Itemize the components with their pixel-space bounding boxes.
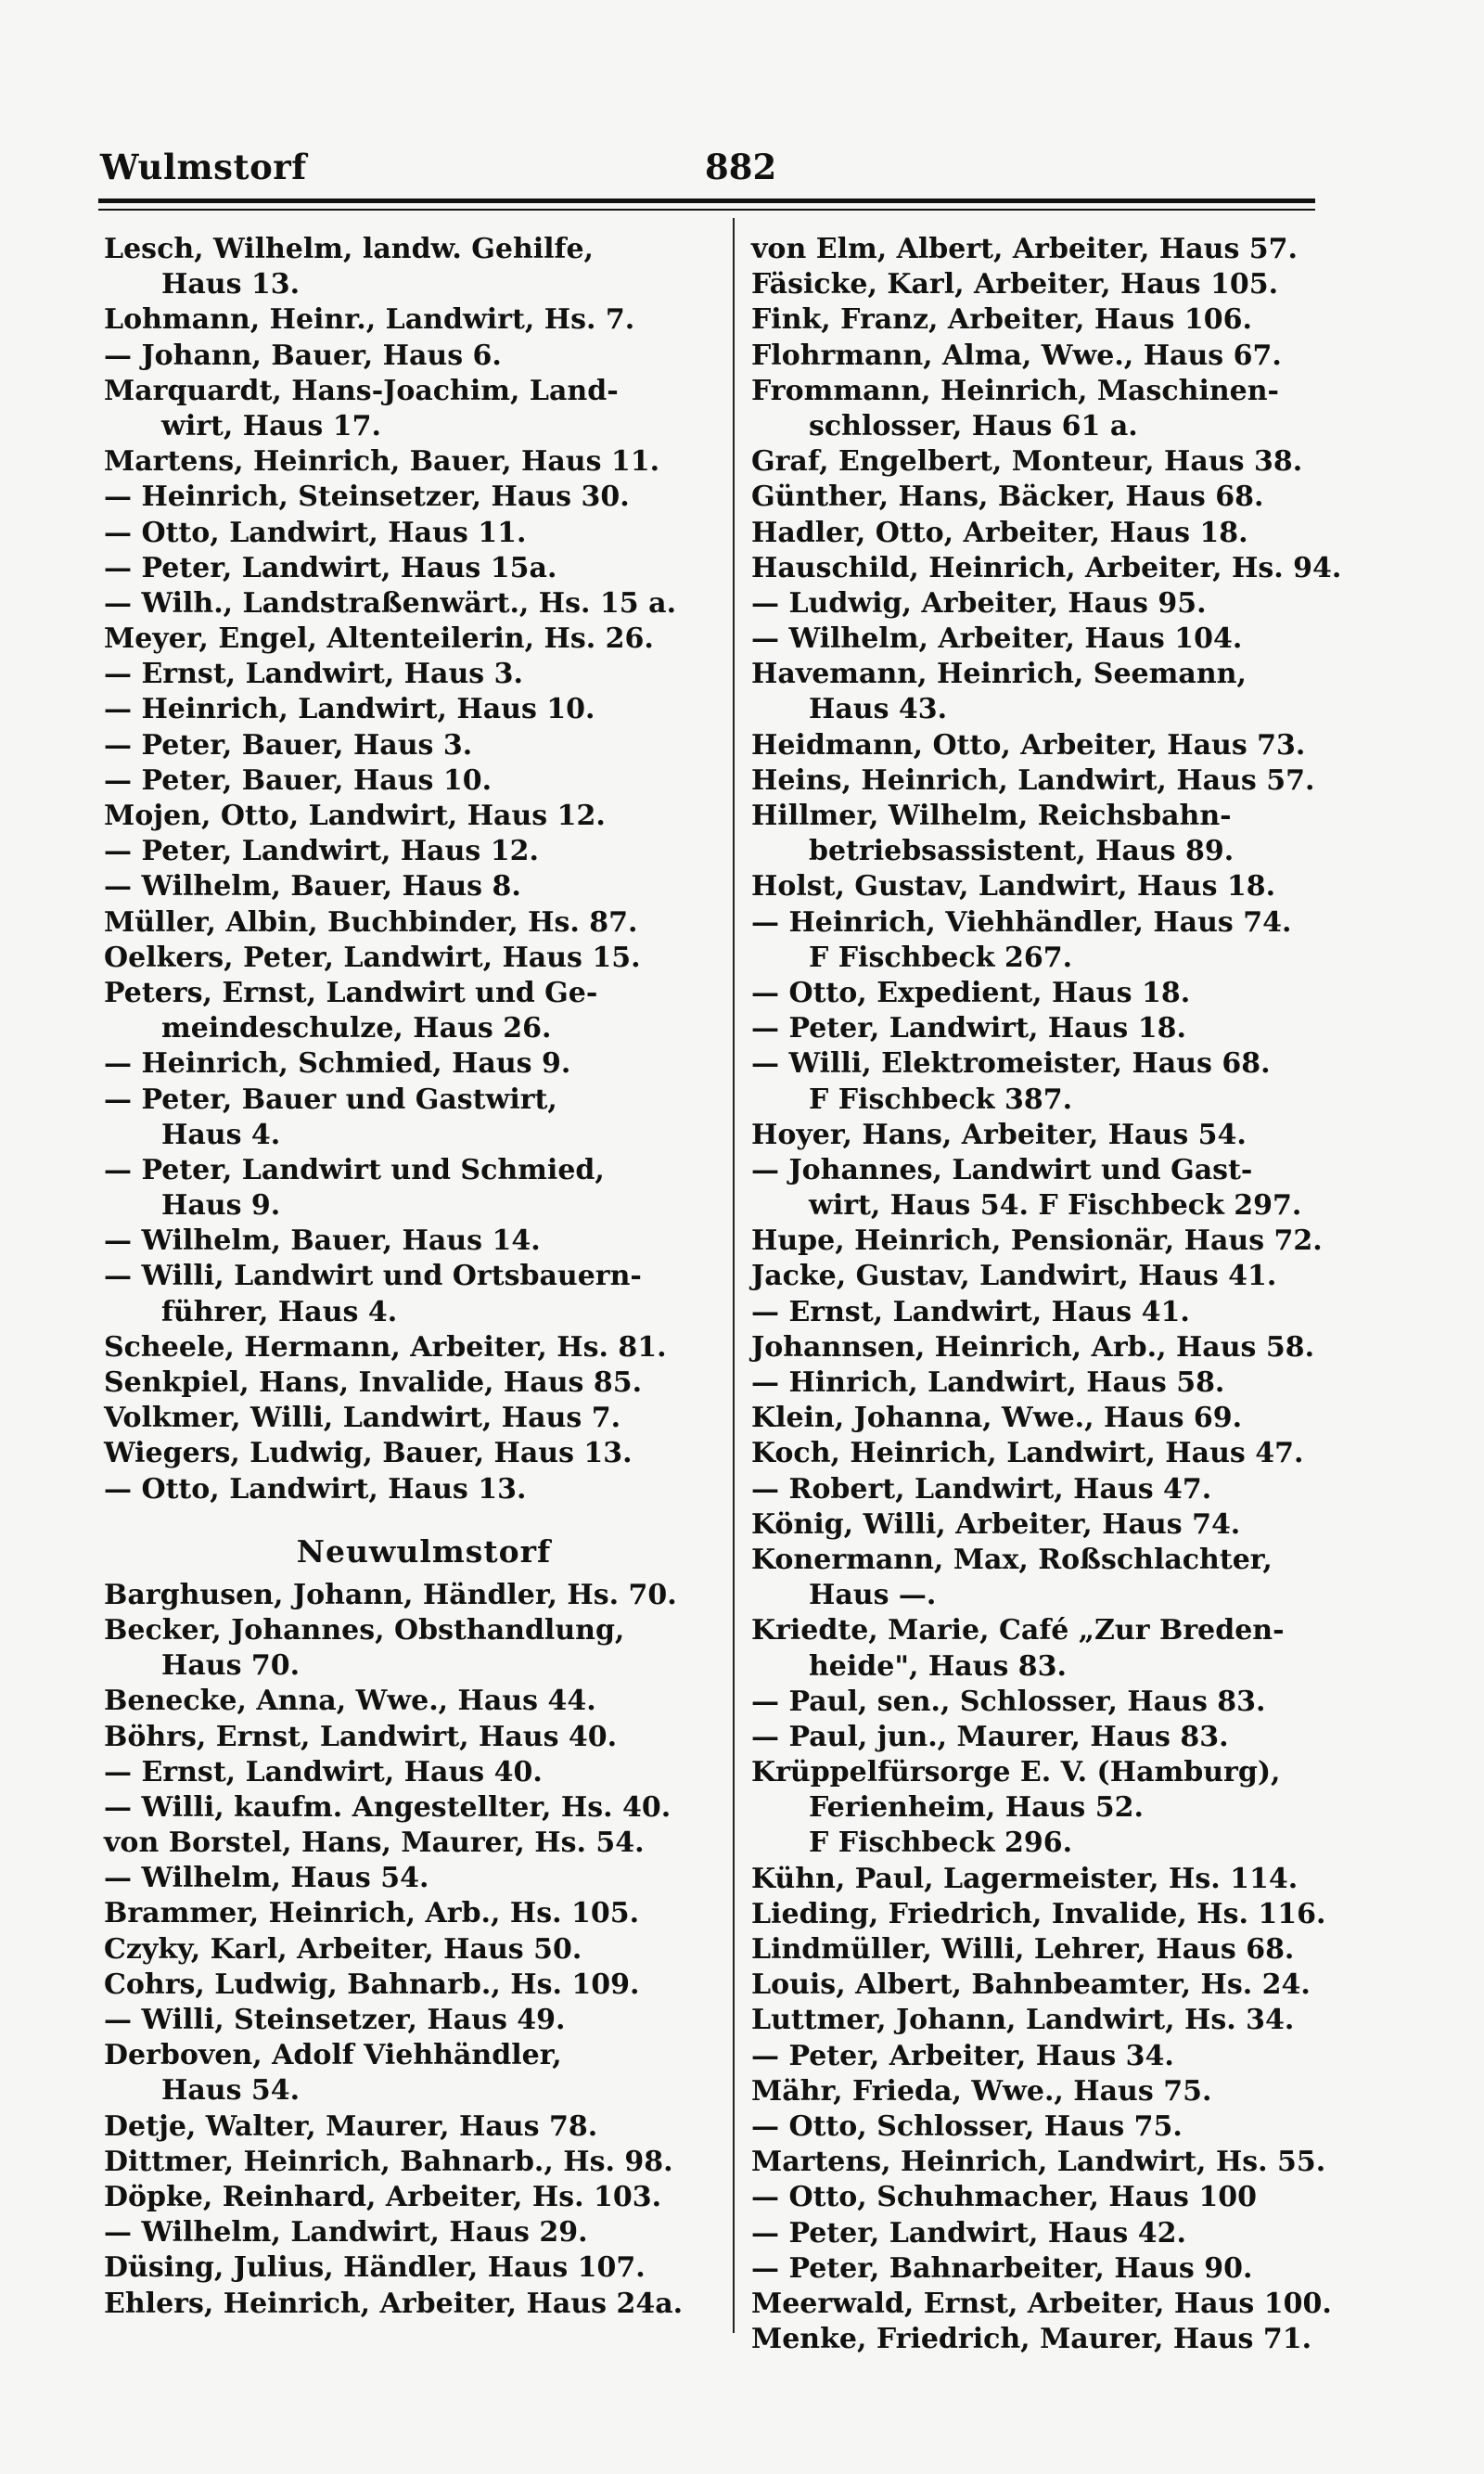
entry-line: von Elm, Albert, Arbeiter, Haus 57. <box>751 233 1298 265</box>
entry-line: — Peter, Arbeiter, Haus 34. <box>751 2039 1174 2072</box>
entry-line: — Johannes, Landwirt und Gast- <box>751 1153 1253 1186</box>
entry-line: Martens, Heinrich, Landwirt, Hs. 55. <box>751 2146 1326 2179</box>
entry-line: — Wilhelm, Arbeiter, Haus 104. <box>751 622 1243 656</box>
header-rule-thick <box>98 199 1315 203</box>
entry-line: Fink, Franz, Arbeiter, Haus 106. <box>751 303 1252 337</box>
entry-line: Klein, Johanna, Wwe., Haus 69. <box>751 1402 1243 1435</box>
entry-line: Lieding, Friedrich, Invalide, Hs. 116. <box>751 1897 1326 1930</box>
entry-line: — Otto, Landwirt, Haus 11. <box>104 516 527 549</box>
entry-line: Hauschild, Heinrich, Arbeiter, Hs. 94. <box>751 551 1342 584</box>
entry-line: Günther, Hans, Bäcker, Haus 68. <box>751 481 1264 514</box>
entry-line: — Willi, kaufm. Angestellter, Hs. 40. <box>104 1790 672 1824</box>
entry-line: Hupe, Heinrich, Pensionär, Haus 72. <box>751 1224 1323 1258</box>
entry-line: — Peter, Landwirt, Haus 42. <box>751 2216 1186 2250</box>
entry-line: — Ernst, Landwirt, Haus 40. <box>104 1755 543 1788</box>
entry-continuation-line: Haus 13. <box>161 268 301 301</box>
entry-line: — Wilhelm, Bauer, Haus 14. <box>104 1224 541 1258</box>
entry-line: Lindmüller, Willi, Lehrer, Haus 68. <box>751 1933 1295 1966</box>
entry-line: Benecke, Anna, Wwe., Haus 44. <box>104 1685 596 1718</box>
entry-line: Dittmer, Heinrich, Bahnarb., Hs. 98. <box>104 2145 673 2178</box>
entry-line: — Willi, Steinsetzer, Haus 49. <box>104 2004 566 2036</box>
entry-line: — Otto, Schuhmacher, Haus 100 <box>751 2181 1257 2214</box>
entry-line: Johannsen, Heinrich, Arb., Haus 58. <box>751 1330 1315 1364</box>
entry-line: Marquardt, Hans-Joachim, Land- <box>104 374 619 407</box>
entry-line: Meerwald, Ernst, Arbeiter, Haus 100. <box>751 2287 1332 2320</box>
entry-line: Becker, Johannes, Obsthandlung, <box>104 1613 625 1647</box>
entry-line: Fäsicke, Karl, Arbeiter, Haus 105. <box>751 268 1279 301</box>
entry-line: Döpke, Reinhard, Arbeiter, Hs. 103. <box>104 2180 662 2213</box>
left-entry-list <box>104 232 744 1507</box>
entry-line: — Peter, Bauer und Gastwirt, <box>104 1083 557 1116</box>
entry-line: — Wilhelm, Bauer, Haus 8. <box>104 870 521 904</box>
entry-line: Kühn, Paul, Lagermeister, Hs. 114. <box>751 1862 1298 1895</box>
entry-continuation-line: wirt, Haus 17. <box>161 409 381 442</box>
entry-line: Mähr, Frieda, Wwe., Haus 75. <box>751 2074 1212 2108</box>
entry-line: Cohrs, Ludwig, Bahnarb., Hs. 109. <box>104 1968 640 2001</box>
entry-line: Peters, Ernst, Landwirt und Ge- <box>104 976 598 1009</box>
entry-line: Czyky, Karl, Arbeiter, Haus 50. <box>104 1932 582 1966</box>
entry-line: Brammer, Heinrich, Arb., Hs. 105. <box>104 1897 640 1930</box>
entry-line: von Borstel, Hans, Maurer, Hs. 54. <box>104 1827 645 1860</box>
entry-continuation-line: Ferienheim, Haus 52. <box>809 1791 1144 1825</box>
entry-line: Havemann, Heinrich, Seemann, <box>751 658 1247 691</box>
header-rule-thin <box>98 209 1315 211</box>
entry-line: Detje, Walter, Maurer, Haus 78. <box>104 2109 598 2143</box>
entry-line: Scheele, Hermann, Arbeiter, Hs. 81. <box>104 1330 667 1364</box>
entry-line: — Otto, Expedient, Haus 18. <box>751 976 1191 1009</box>
entry-line: — Otto, Schlosser, Haus 75. <box>751 2109 1183 2143</box>
entry-continuation-line: Haus 4. <box>161 1118 281 1151</box>
entry-line: Frommann, Heinrich, Maschinen- <box>751 374 1280 407</box>
entry-continuation-line: schlosser, Haus 61 a. <box>809 409 1138 442</box>
entry-line: — Peter, Landwirt, Haus 18. <box>751 1012 1186 1045</box>
entry-line: Hillmer, Wilhelm, Reichsbahn- <box>751 800 1232 832</box>
entry-continuation-line: Haus 43. <box>809 693 948 726</box>
entry-line: Derboven, Adolf Viehhändler, <box>104 2039 562 2072</box>
entry-line: Martens, Heinrich, Bauer, Haus 11. <box>104 445 660 479</box>
entry-line: Senkpiel, Hans, Invalide, Haus 85. <box>104 1366 643 1399</box>
entry-line: — Wilhelm, Landwirt, Haus 29. <box>104 2216 588 2250</box>
entry-line: — Peter, Landwirt, Haus 15a. <box>104 551 557 584</box>
entry-continuation-line: F Fischbeck 387. <box>809 1083 1073 1116</box>
entry-line: Wiegers, Ludwig, Bauer, Haus 13. <box>104 1437 633 1470</box>
entry-line: — Ernst, Landwirt, Haus 3. <box>104 658 523 691</box>
entry-line: Koch, Heinrich, Landwirt, Haus 47. <box>751 1437 1304 1470</box>
page-number: 882 <box>705 147 777 187</box>
section-heading: Neuwulmstorf <box>296 1532 552 1570</box>
entry-line: — Otto, Landwirt, Haus 13. <box>104 1472 527 1506</box>
entry-line: Hadler, Otto, Arbeiter, Haus 18. <box>751 516 1248 549</box>
entry-line: Luttmer, Johann, Landwirt, Hs. 34. <box>751 2004 1295 2037</box>
entry-line: Louis, Albert, Bahnbeamter, Hs. 24. <box>751 1968 1311 2002</box>
entry-line: Volkmer, Willi, Landwirt, Haus 7. <box>104 1402 621 1435</box>
place-header: Wulmstorf <box>100 147 307 187</box>
entry-line: — Wilh., Landstraßenwärt., Hs. 15 a. <box>104 586 677 620</box>
entry-line: Graf, Engelbert, Monteur, Haus 38. <box>751 445 1303 479</box>
entry-continuation-line: führer, Haus 4. <box>161 1295 398 1328</box>
entry-continuation-line: heide", Haus 83. <box>809 1649 1067 1683</box>
entry-line: — Peter, Landwirt und Schmied, <box>104 1153 605 1186</box>
entry-line: Flohrmann, Alma, Wwe., Haus 67. <box>751 339 1282 372</box>
entry-line: Heidmann, Otto, Arbeiter, Haus 73. <box>751 728 1306 762</box>
entry-line: Müller, Albin, Buchbinder, Hs. 87. <box>104 905 638 939</box>
entry-line: Heins, Heinrich, Landwirt, Haus 57. <box>751 763 1315 797</box>
entry-continuation-line: F Fischbeck 267. <box>809 941 1073 974</box>
entry-continuation-line: F Fischbeck 296. <box>809 1827 1073 1860</box>
entry-continuation-line: Haus 70. <box>161 1649 301 1683</box>
entry-line: Hoyer, Hans, Arbeiter, Haus 54. <box>751 1118 1247 1151</box>
entry-line: — Willi, Elektromeister, Haus 68. <box>751 1047 1271 1081</box>
entry-line: — Hinrich, Landwirt, Haus 58. <box>751 1366 1225 1399</box>
entry-line: Böhrs, Ernst, Landwirt, Haus 40. <box>104 1720 618 1753</box>
entry-line: — Wilhelm, Haus 54. <box>104 1862 429 1895</box>
entry-continuation-line: Haus 9. <box>161 1189 281 1223</box>
entry-line: — Paul, sen., Schlosser, Haus 83. <box>751 1685 1266 1718</box>
entry-line: — Peter, Bauer, Haus 10. <box>104 763 493 797</box>
entry-line: Konermann, Max, Roßschlachter, <box>751 1543 1273 1576</box>
entry-line: Krüppelfürsorge E. V. (Hamburg), <box>751 1756 1281 1789</box>
entry-line: — Paul, jun., Maurer, Haus 83. <box>751 1720 1229 1753</box>
entry-line: — Ludwig, Arbeiter, Haus 95. <box>751 586 1207 620</box>
left-column <box>104 232 744 2322</box>
entry-line: — Peter, Bauer, Haus 3. <box>104 728 473 762</box>
entry-line: — Willi, Landwirt und Ortsbauern- <box>104 1260 642 1293</box>
entry-line: — Peter, Landwirt, Haus 12. <box>104 835 539 868</box>
entry-line: König, Willi, Arbeiter, Haus 74. <box>751 1507 1241 1541</box>
entry-continuation-line: meindeschulze, Haus 26. <box>161 1012 552 1045</box>
entry-line: Menke, Friedrich, Maurer, Haus 71. <box>751 2323 1312 2356</box>
entry-line: Meyer, Engel, Altenteilerin, Hs. 26. <box>104 622 654 656</box>
entry-line: — Johann, Bauer, Haus 6. <box>104 339 502 372</box>
entry-line: Ehlers, Heinrich, Arbeiter, Haus 24a. <box>104 2287 684 2320</box>
entry-continuation-line: wirt, Haus 54. F Fischbeck 297. <box>809 1189 1302 1223</box>
entry-continuation-line: Haus 54. <box>161 2074 301 2108</box>
entry-continuation-line: Haus —. <box>809 1579 937 1612</box>
entry-line: Lesch, Wilhelm, landw. Gehilfe, <box>104 233 594 265</box>
entry-line: — Heinrich, Schmied, Haus 9. <box>104 1047 571 1081</box>
entry-line: Lohmann, Heinr., Landwirt, Hs. 7. <box>104 303 635 337</box>
entry-line: — Heinrich, Steinsetzer, Haus 30. <box>104 481 630 514</box>
entry-line: — Ernst, Landwirt, Haus 41. <box>751 1295 1190 1328</box>
entry-line: Mojen, Otto, Landwirt, Haus 12. <box>104 800 606 832</box>
entry-line: Jacke, Gustav, Landwirt, Haus 41. <box>751 1260 1277 1293</box>
entry-line: — Robert, Landwirt, Haus 47. <box>751 1472 1212 1506</box>
entry-line: — Heinrich, Landwirt, Haus 10. <box>104 693 595 726</box>
left-entry-list-neuwulmstorf <box>104 1578 744 2322</box>
entry-line: Holst, Gustav, Landwirt, Haus 18. <box>751 870 1276 904</box>
entry-line: — Heinrich, Viehhändler, Haus 74. <box>751 905 1292 939</box>
right-entry-list <box>751 232 1391 2357</box>
entry-line: Düsing, Julius, Händler, Haus 107. <box>104 2251 646 2285</box>
entry-line: Oelkers, Peter, Landwirt, Haus 15. <box>104 941 641 974</box>
entry-line: Kriedte, Marie, Café „Zur Breden- <box>751 1614 1285 1647</box>
entry-continuation-line: betriebsassistent, Haus 89. <box>809 835 1235 868</box>
right-column <box>751 232 1391 2357</box>
entry-line: — Peter, Bahnarbeiter, Haus 90. <box>751 2251 1253 2285</box>
entry-line: Barghusen, Johann, Händler, Hs. 70. <box>104 1578 677 1611</box>
